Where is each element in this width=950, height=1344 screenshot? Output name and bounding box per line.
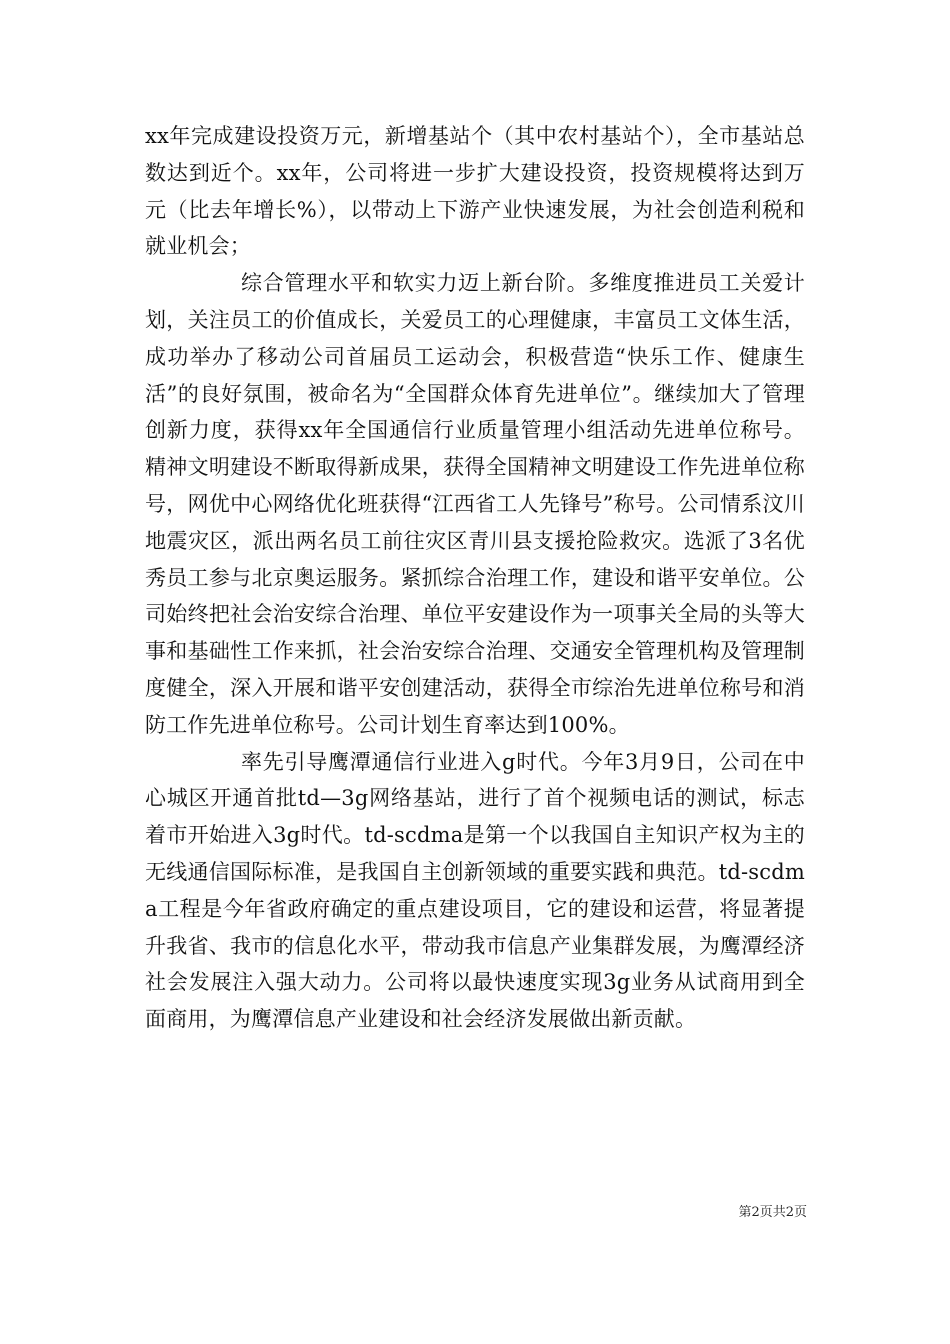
paragraph-management: 综合管理水平和软实力迈上新台阶。多维度推进员工关爱计划，关注员工的价值成长，关爱员工的心理健康，丰富员工文体生活，成功举办了移动公司首届员工运动会，积极营造“快乐工作、健康生活”的良好氛围，被命名为“全国群众体育先进单位”。继续加大了管理创新力度，获得xx年全国通信行业质量管理小组活动先进单位称号。精神文明建设不断取得新成果，获得全国精神文明建设工作先进单位称号，网优中心网络优化班获得“江西省工人先锋号”称号。公司情系汶川地震灾区，派出两名员工前往灾区青川县支援抢险救灾。选派了3名优秀员工参与北京奥运服务。紧抓综合治理工作，建设和谐平安单位。公司始终把社会治安综合治理、单位平安建设作为一项事关全局的头等大事和基础性工作来抓，社会治安综合治理、交通安全管理机构及管理制度健全，深入开展和谐平安创建活动，获得全市综治先进单位称号和消防工作先进单位称号。公司计划生育率达到100%。 <box>145 271 805 737</box>
paragraph-investment: xx年完成建设投资万元，新增基站个（其中农村基站个），全市基站总数达到近个。xx年，公司将进一步扩大建设投资，投资规模将达到万元（比去年增长%），以带动上下游产业快速发展，为社会创造利税和就业机会； <box>145 124 805 259</box>
document-body <box>145 118 805 1038</box>
page-number: 第2页共2页 <box>738 1205 807 1220</box>
paragraph-3g: 率先引导鹰潭通信行业进入g时代。今年3月9日，公司在中心城区开通首批td—3g网络基站，进行了首个视频电话的测试，标志着市开始进入3g时代。td-scdma是第一个以我国自主知识产权为主的无线通信国际标准，是我国自主创新领域的重要实践和典范。td-scdma工程是今年省政府确定的重点建设项目，它的建设和运营，将显著提升我省、我市的信息化水平，带动我市信息产业集群发展，为鹰潭经济社会发展注入强大动力。公司将以最快速度实现3g业务从试商用到全面商用，为鹰潭信息产业建设和社会经济发展做出新贡献。 <box>145 749 805 1032</box>
